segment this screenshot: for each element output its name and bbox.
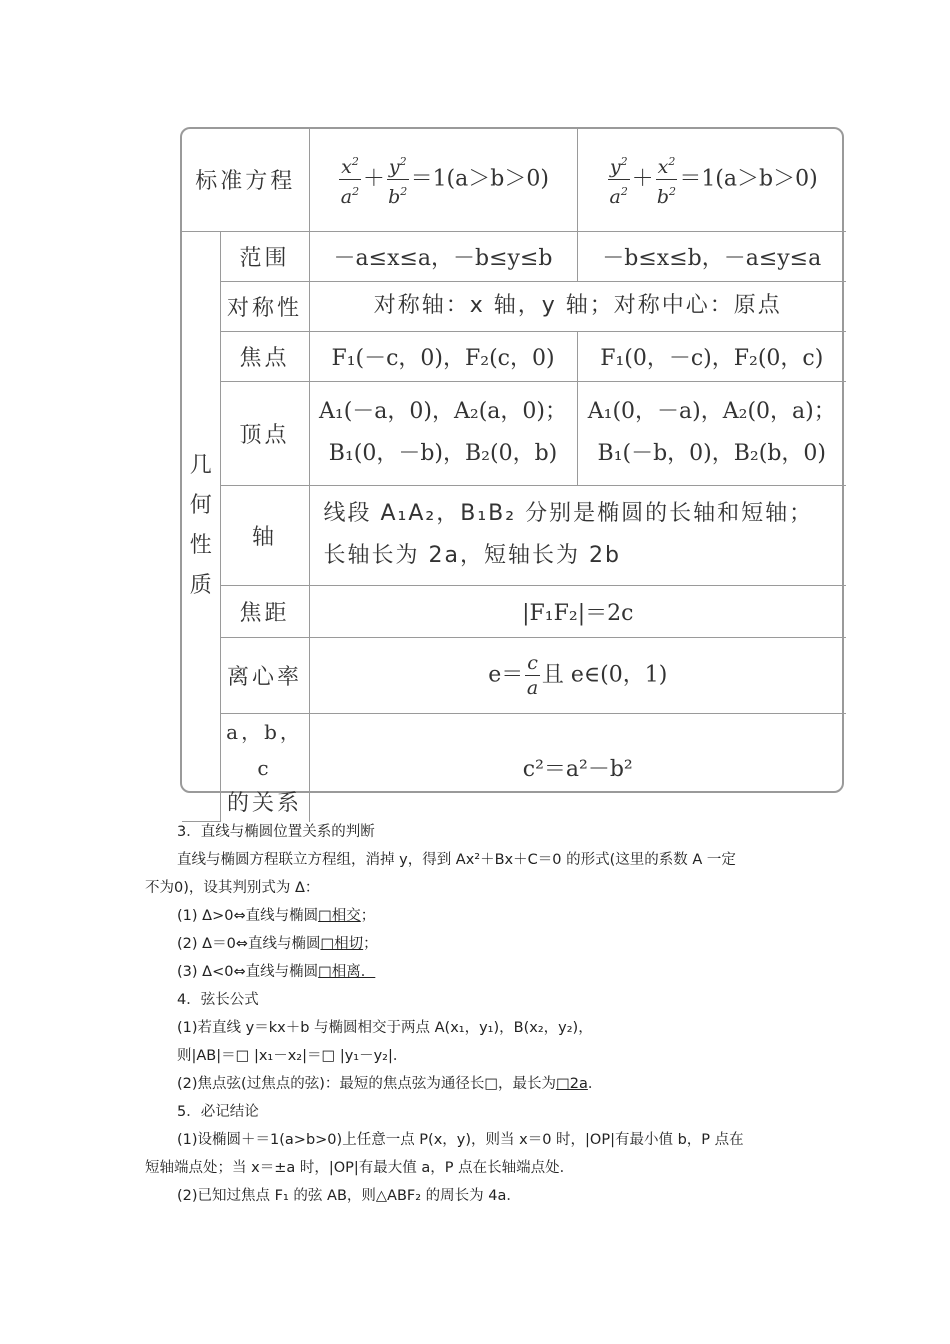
equation-horizontal: $\frac{x^2}{a^2}$ ＋ $\frac{y^2}{b^2}$ ＝1(a＞b＞0) xyxy=(309,129,577,231)
section-5-title: 5．必记结论 xyxy=(177,1104,259,1120)
section-4-title: 4．弦长公式 xyxy=(177,992,259,1008)
abc-relation-value: c²＝a²－b² xyxy=(309,713,846,822)
row-abc-relation xyxy=(182,713,846,822)
section-3-paragraph-line2: 不为0)，设其判别式为 Δ： xyxy=(145,880,320,896)
equation-vertical: $\frac{y^2}{a^2}$ ＋ $\frac{x^2}{b^2}$ ＝1(a＞b＞0) xyxy=(577,129,846,231)
section-5-item-1-line2: 短轴端点处；当 x＝±a 时，|OP|有最大值 a，P 点在长轴端点处． xyxy=(145,1160,575,1176)
axis-value: 线段 A₁A₂，B₁B₂ 分别是椭圆的长轴和短轴； 长轴长为 2a，短轴长为 2b xyxy=(309,485,846,585)
fraction-c-a: $\frac{c}{a}$ xyxy=(526,651,539,699)
equation-vertical-tail: ＝1(a＞b＞0) xyxy=(679,166,818,192)
row-standard-equation xyxy=(182,129,846,231)
label-axis: 轴 xyxy=(220,485,309,585)
vertex-vertical: A₁(0，－a)，A₂(0，a)； B₁(－b，0)，B₂(b，0) xyxy=(577,381,846,485)
group-label-geometric-properties: 几 何 性 质 xyxy=(182,231,220,822)
row-eccentricity xyxy=(182,637,846,713)
row-symmetry xyxy=(182,281,846,331)
label-focus: 焦点 xyxy=(220,331,309,381)
row-focus xyxy=(182,331,846,381)
row-axis xyxy=(182,485,846,585)
row-vertex xyxy=(182,381,846,485)
section-4-item-2: (2)焦点弦(过焦点的弦)：最短的焦点弦为通径长□，最长为□2a． xyxy=(177,1076,603,1092)
fraction-x2-b2: $\frac{x^2}{b^2}$ xyxy=(656,150,678,209)
label-focal-distance: 焦距 xyxy=(220,585,309,637)
section-3-item-3: (3) Δ<0⇔直线与椭圆□相离． xyxy=(177,964,376,980)
label-abc-relation: a，b，c 的关系 xyxy=(220,713,309,822)
section-4-item-1: (1)若直线 y＝kx＋b 与椭圆相交于两点 A(x₁，y₁)，B(x₂，y₂)， xyxy=(177,1020,593,1036)
focal-distance-value: |F₁F₂|＝2c xyxy=(309,585,846,637)
body-text xyxy=(145,818,845,1210)
fraction-x2-a2: $\frac{x^2}{a^2}$ xyxy=(339,150,361,209)
row-focal-distance xyxy=(182,585,846,637)
section-4-item-1-formula: 则|AB|＝□ |x₁－x₂|＝□ |y₁－y₂|． xyxy=(177,1048,408,1064)
label-eccentricity: 离心率 xyxy=(220,637,309,713)
label-standard-equation: 标准方程 xyxy=(182,129,309,231)
section-5-item-2: (2)已知过焦点 F₁ 的弦 AB，则△ABF₂ 的周长为 4a． xyxy=(177,1188,521,1204)
focus-vertical: F₁(0，－c)，F₂(0，c) xyxy=(577,331,846,381)
label-symmetry: 对称性 xyxy=(220,281,309,331)
fraction-y2-b2: $\frac{y^2}{b^2}$ xyxy=(387,150,409,209)
equation-horizontal-tail: ＝1(a＞b＞0) xyxy=(410,166,549,192)
eccentricity-value: e＝ $\frac{c}{a}$ 且 e∈(0，1) xyxy=(309,637,846,713)
label-vertex: 顶点 xyxy=(220,381,309,485)
range-vertical: －b≤x≤b，－a≤y≤a xyxy=(577,231,846,281)
section-3-item-1: (1) Δ>0⇔直线与椭圆□相交； xyxy=(177,908,376,924)
label-range: 范围 xyxy=(220,231,309,281)
row-range xyxy=(182,231,846,281)
range-horizontal: －a≤x≤a，－b≤y≤b xyxy=(309,231,577,281)
section-3-paragraph-line1: 直线与椭圆方程联立方程组，消掉 y，得到 Ax²＋Bx＋C＝0 的形式(这里的系数 A 一定 xyxy=(177,852,736,868)
section-3-title: 3．直线与椭圆位置关系的判断 xyxy=(177,824,375,840)
focus-horizontal: F₁(－c，0)，F₂(c，0) xyxy=(309,331,577,381)
vertex-horizontal: A₁(－a，0)，A₂(a，0)； B₁(0，－b)，B₂(0，b) xyxy=(309,381,577,485)
fraction-y2-a2: $\frac{y^2}{a^2}$ xyxy=(608,150,630,209)
section-5-item-1-line1: (1)设椭圆＋＝1(a>b>0)上任意一点 P(x，y)，则当 x＝0 时，|OP|有最小值 b，P 点在 xyxy=(177,1132,744,1148)
symmetry-value: 对称轴：x 轴，y 轴；对称中心：原点 xyxy=(309,281,846,331)
section-3-item-2: (2) Δ＝0⇔直线与椭圆□相切； xyxy=(177,936,378,952)
properties-table xyxy=(180,127,844,816)
